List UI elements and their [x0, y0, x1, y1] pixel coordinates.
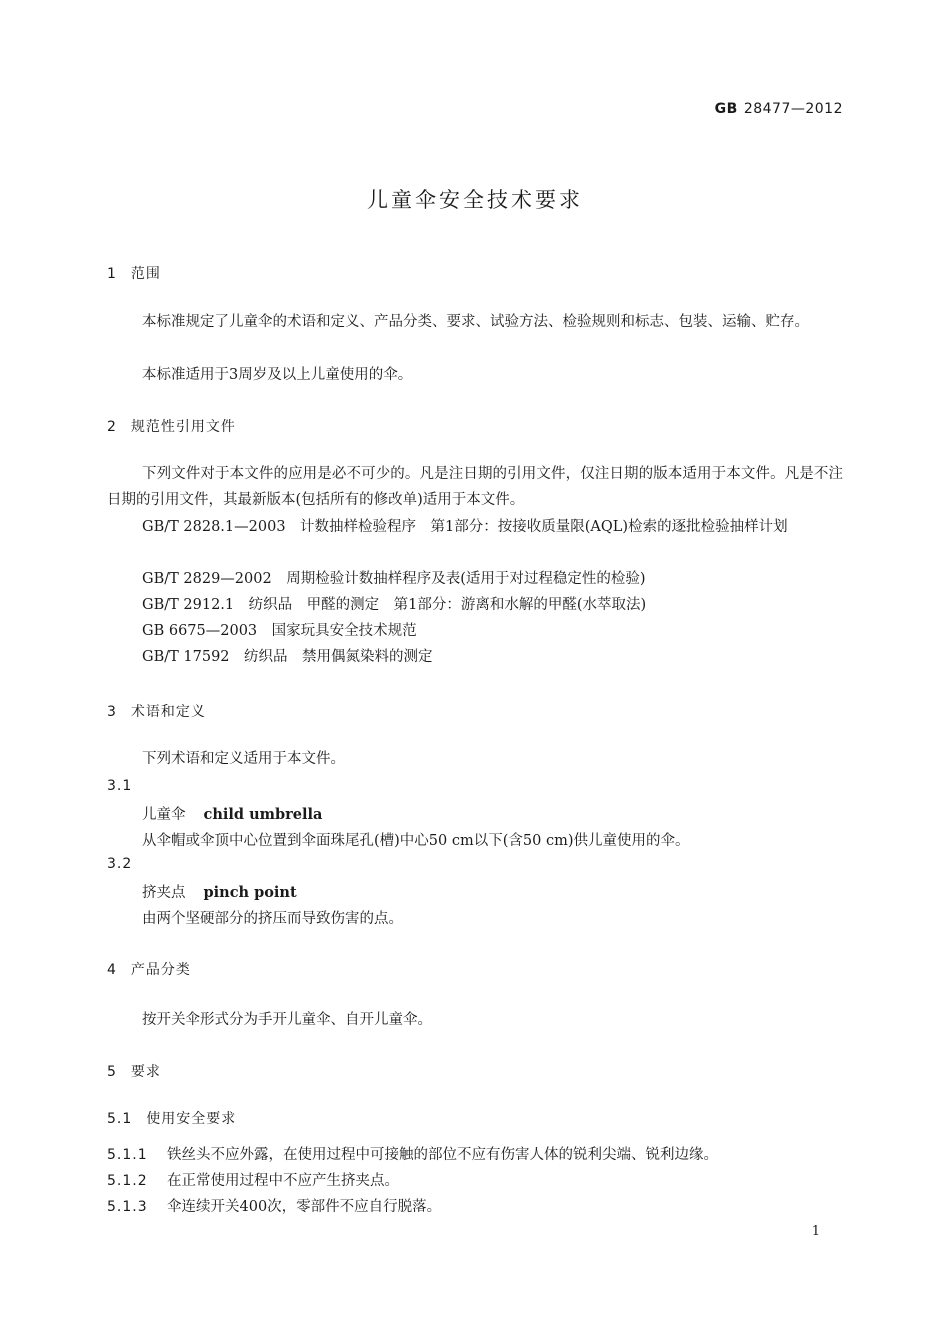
- section-1-paragraph-1: 本标准规定了儿童伞的术语和定义、产品分类、要求、试验方法、检验规则和标志、包装、运输、贮存。: [142, 314, 809, 330]
- section-title: 规范性引用文件: [130, 419, 236, 435]
- clause-number: 5.1.2: [107, 1173, 148, 1189]
- standard-code: [715, 101, 843, 117]
- standard-number: 28477—2012: [743, 101, 843, 117]
- section-title: 产品分类: [130, 962, 191, 978]
- term-zh: 儿童伞: [142, 807, 186, 823]
- section-4-paragraph-1: 按开关伞形式分为手开儿童伞、自开儿童伞。: [142, 1012, 432, 1028]
- clause-5-1-3: [107, 1195, 441, 1216]
- section-title: 要求: [130, 1064, 161, 1080]
- section-2-paragraph-1: 下列文件对于本文件的应用是必不可少的。凡是注日期的引用文件，仅注日期的版本适用于本文件。凡是不注日期的引用文件，其最新版本(包括所有的修改单)适用于本文件。: [107, 466, 843, 508]
- standard-prefix: GB: [714, 101, 738, 117]
- clause-number: 5.1.1: [107, 1147, 148, 1163]
- reference-item: GB 6675—2003 国家玩具安全技术规范: [142, 623, 417, 639]
- section-title: 范围: [130, 266, 161, 282]
- term-en: child umbrella: [203, 806, 323, 823]
- section-title: 术语和定义: [130, 704, 206, 720]
- term-number: 3.1: [107, 778, 133, 794]
- subsection-title: 使用安全要求: [146, 1111, 237, 1127]
- clause-5-1-2: [107, 1169, 399, 1190]
- clause-text: 在正常使用过程中不应产生挤夹点。: [167, 1173, 399, 1189]
- section-4-heading: [107, 959, 191, 979]
- section-number: 2: [107, 419, 117, 435]
- subsection-number: 5.1: [107, 1111, 133, 1127]
- clause-number: 5.1.3: [107, 1199, 148, 1215]
- section-1-heading: [107, 263, 161, 283]
- section-3-paragraph-1: 下列术语和定义适用于本文件。: [142, 751, 345, 767]
- section-number: 5: [107, 1064, 117, 1080]
- clause-text: 伞连续开关400次，零部件不应自行脱落。: [167, 1199, 442, 1215]
- section-number: 4: [107, 962, 117, 978]
- term-heading: [142, 881, 297, 902]
- page-number: 1: [811, 1224, 820, 1239]
- reference-item: GB/T 2829—2002 周期检验计数抽样程序及表(适用于对过程稳定性的检验): [142, 571, 646, 587]
- reference-item: GB/T 2828.1—2003 计数抽样检验程序 第1部分：按接收质量限(AQL)检索的逐批检验抽样计划: [142, 519, 788, 535]
- clause-5-1-1: [107, 1143, 718, 1164]
- reference-item: GB/T 17592 纺织品 禁用偶氮染料的测定: [142, 649, 433, 665]
- section-5-heading: [107, 1061, 161, 1081]
- subsection-5-1-heading: [107, 1108, 236, 1128]
- term-definition: 从伞帽或伞顶中心位置到伞面珠尾孔(槽)中心50 cm以下(含50 cm)供儿童使用的伞。: [142, 833, 690, 849]
- term-zh: 挤夹点: [142, 885, 186, 901]
- term-number: 3.2: [107, 856, 133, 872]
- term-en: pinch point: [203, 884, 297, 901]
- section-number: 3: [107, 704, 117, 720]
- section-1-paragraph-2: 本标准适用于3周岁及以上儿童使用的伞。: [142, 367, 413, 383]
- reference-item: GB/T 2912.1 纺织品 甲醛的测定 第1部分：游离和水解的甲醛(水萃取法): [142, 597, 647, 613]
- clause-text: 铁丝头不应外露，在使用过程中可接触的部位不应有伤害人体的锐利尖端、锐利边缘。: [167, 1147, 718, 1163]
- document-title: 儿童伞安全技术要求: [367, 188, 583, 212]
- term-heading: [142, 803, 322, 824]
- section-3-heading: [107, 701, 206, 721]
- section-number: 1: [107, 266, 117, 282]
- section-2-heading: [107, 416, 236, 436]
- term-definition: 由两个坚硬部分的挤压而导致伤害的点。: [142, 911, 403, 927]
